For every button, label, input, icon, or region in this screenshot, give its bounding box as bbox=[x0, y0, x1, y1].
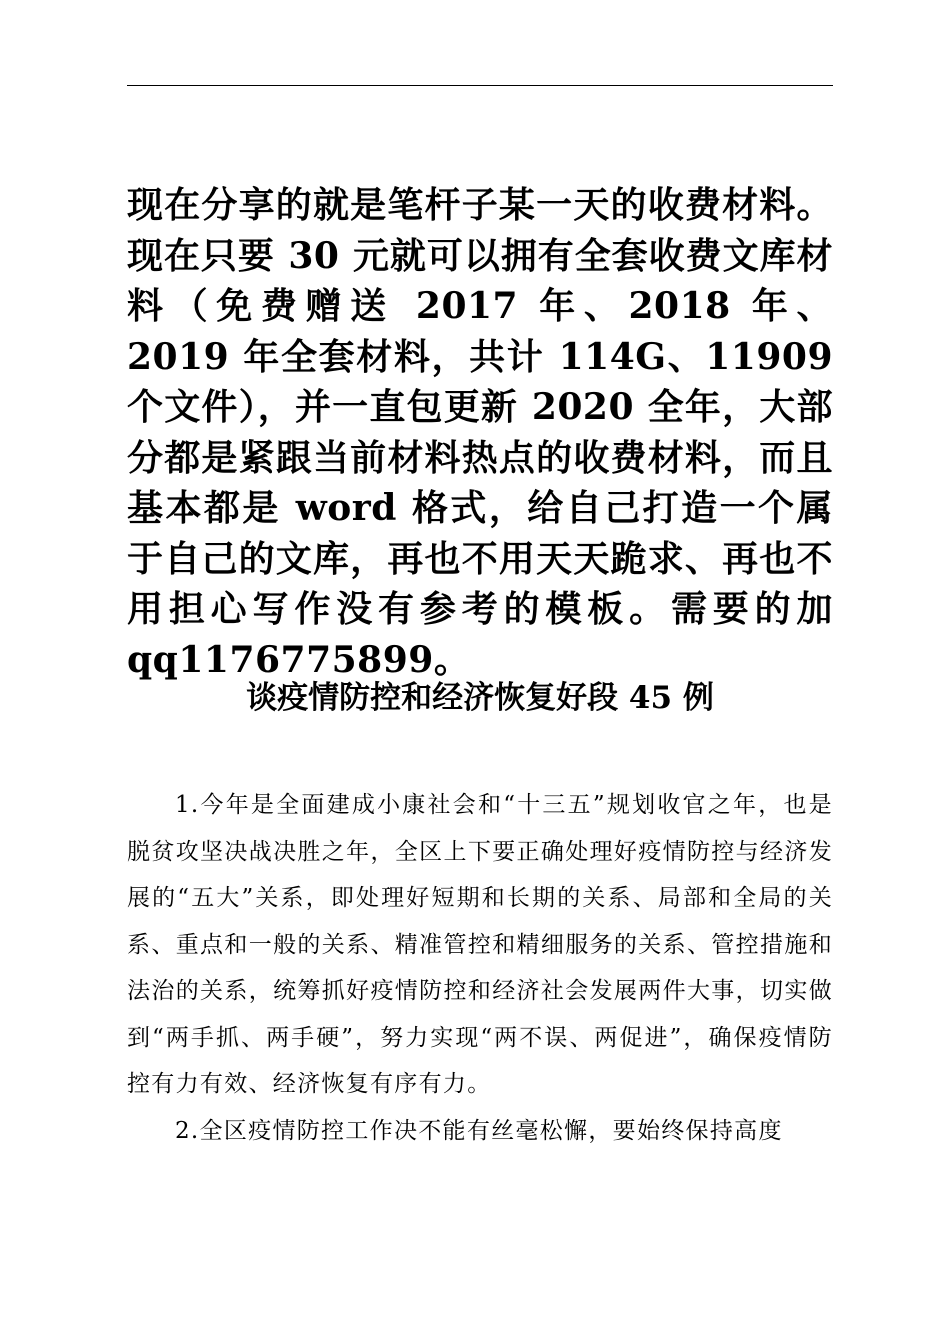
document-title: 谈疫情防控和经济恢复好段 45 例 bbox=[246, 680, 714, 716]
body-paragraph-2: 2.全区疫情防控工作决不能有丝毫松懈，要始终保持高度 bbox=[175, 1117, 783, 1144]
header-rule bbox=[127, 85, 833, 86]
promo-paragraph: 现在分享的就是笔杆子某一天的收费材料。现在只要 30 元就可以拥有全套收费文库材料（免费赠送 2017 年、2018 年、2019 年全套材料，共计 114G、11909 个文件），并一直包更新 2020 全年，大部分都是紧跟当前材料热点的收费材料，而且基本都是 word 格式，给自己打造一个属于自己的文库，再也不用天天跪求、再也不用担心写作没有参考的模板。需要的加 qq1176775899。 bbox=[127, 184, 833, 681]
body-paragraph-1: 1.今年是全面建成小康社会和“十三五”规划收官之年，也是脱贫攻坚决战决胜之年，全区上下要正确处理好疫情防控与经济发展的“五大”关系，即处理好短期和长期的关系、局部和全局的关系、重点和一般的关系、精准管控和精细服务的关系、管控措施和法治的关系，统筹抓好疫情防控和经济社会发展两件大事，切实做到“两手抓、两手硬”，努力实现“两不误、两促进”，确保疫情防控有力有效、经济恢复有序有力。 bbox=[127, 792, 833, 1097]
document-body bbox=[127, 782, 833, 1154]
